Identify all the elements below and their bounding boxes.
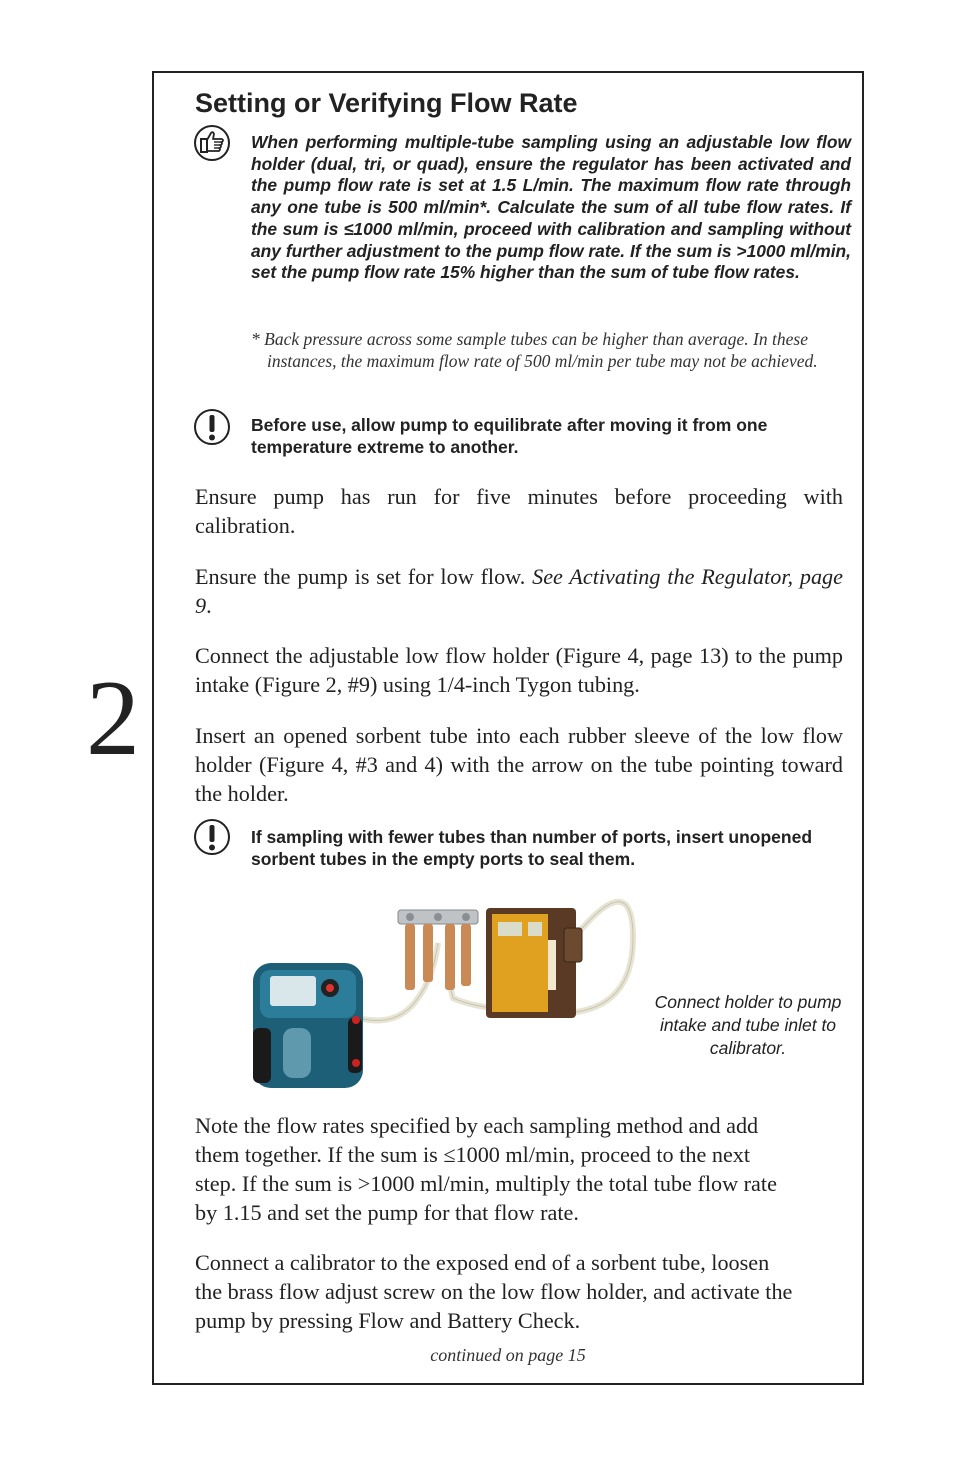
paragraph-connect-calibrator: Connect a calibrator to the exposed end of a sorbent tube, loosen the brass flow adjust screw on the low flow holder, and activate the pump by pressing Flow and Battery Check. (195, 1250, 793, 1333)
tip-note: When performing multiple-tube sampling using an adjustable low flow holder (dual, tri, or quad), ensure the regulator has been activated and the pump flow rate is set at 1.5 L/min. The maximum flow rate through any one tube is 500 ml/min*. Calculate the sum of all tube flow rates. If the sum is ≤1000 ml/min, proceed with calibration and sampling without any further adjustment to the pump flow rate. If the sum is >1000 ml/min, set the pump flow rate 15% higher than the sum of tube flow rates. (251, 132, 851, 283)
exclamation-circle-icon (193, 408, 231, 446)
caution-note-equilibrate: Before use, allow pump to equilibrate after moving it from one temperature extreme to another. (251, 415, 768, 457)
paragraph-connect-holder: Connect the adjustable low flow holder (Figure 4, page 13) to the pump intake (Figure 2, #9) using 1/4-inch Tygon tubing. (195, 643, 843, 697)
continued-note: continued on page 15 (430, 1345, 586, 1365)
paragraph-run-five-minutes: Ensure pump has run for five minutes before proceeding with calibration. (195, 484, 843, 538)
hand-pointing-icon (193, 124, 231, 162)
chapter-number: 2 (86, 659, 140, 778)
footnote: * Back pressure across some sample tubes can be higher than average. In these instances, the maximum flow rate of 500 ml/min per tube may not be achieved. (251, 329, 818, 371)
caution-note-empty-ports: If sampling with fewer tubes than number of ports, insert unopened sorbent tubes in the empty ports to seal them. (251, 827, 813, 869)
paragraph-note-flow-rates: Note the flow rates specified by each sampling method and add them together. If the sum is ≤1000 ml/min, proceed to the next step. If the sum is >1000 ml/min, multiply the total tube flow rate by 1.15 and set the pump for that flow rate. (195, 1113, 777, 1225)
section-title: Setting or Verifying Flow Rate (195, 88, 578, 118)
pump-calibrator-figure (248, 878, 648, 1098)
paragraph-insert-tube: Insert an opened sorbent tube into each rubber sleeve of the low flow holder (Figure 4, #3 and 4) with the arrow on the tube pointing toward the holder. (195, 723, 843, 806)
figure-caption: Connect holder to pump intake and tube inlet to calibrator. (654, 992, 842, 1058)
paragraph-low-flow-end: . (206, 593, 212, 618)
cross-reference-link[interactable]: See Activating the Regulator, page 9 (195, 564, 843, 618)
paragraph-low-flow-text: Ensure the pump is set for low flow. (195, 564, 533, 589)
paragraph-low-flow (195, 562, 843, 620)
exclamation-circle-icon (193, 818, 231, 856)
